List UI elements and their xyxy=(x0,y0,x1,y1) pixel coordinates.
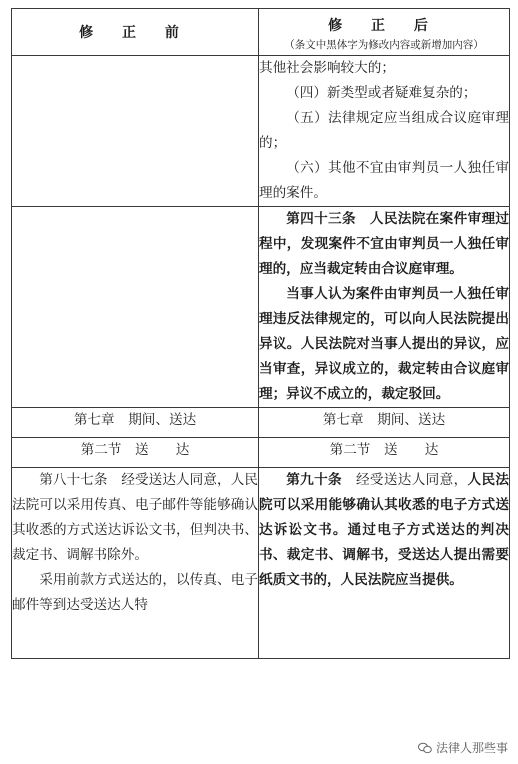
comparison-table xyxy=(11,8,510,659)
header-row xyxy=(12,9,510,56)
cell-after-article-43 xyxy=(259,207,510,408)
section-after: 第二节 送 达 xyxy=(259,438,510,468)
article-90-para-1 xyxy=(259,468,509,593)
wechat-icon xyxy=(418,742,432,754)
article-number: 第九十条 xyxy=(286,472,342,488)
table-row xyxy=(12,207,510,408)
article-text: 人民法院在案件审理过程中，发现案件不宜由审判员一人独任审理的，应当裁定转由合议庭审理。 xyxy=(259,211,510,277)
cell-after-article-90 xyxy=(259,468,510,659)
section-before: 第二节 送 达 xyxy=(12,438,259,468)
cell-before-article-87 xyxy=(12,468,259,659)
header-after-title: 修 正 后 xyxy=(328,17,440,34)
article-43-para-2: 当事人认为案件由审判员一人独任审理违反法律规定的，可以向人民法院提出异议。人民法院对当事人提出的异议，应当审查，异议成立的，裁定转由合议庭审理；异议不成立的，裁定驳回。 xyxy=(259,286,509,402)
chapter-row xyxy=(12,408,510,438)
cell-before-empty xyxy=(12,56,259,207)
cell-after-items xyxy=(259,56,510,207)
list-item: 其他社会影响较大的； xyxy=(259,60,395,76)
article-87-para-2: 采用前款方式送达的，以传真、电子邮件等到达受送达人特 xyxy=(12,572,258,613)
article-87-para-1: 第八十七条 经受送达人同意，人民法院可以采用传真、电子邮件等能够确认其收悉的方式送达诉讼文书，但判决书、裁定书、调解书除外。 xyxy=(12,472,258,563)
article-number: 第四十三条 xyxy=(286,211,356,227)
list-item: （六）其他不宜由审判员一人独任审理的案件。 xyxy=(259,160,509,201)
watermark-text: 法律人那些事 xyxy=(435,741,508,755)
cell-before-empty xyxy=(12,207,259,408)
header-after-note: （条文中黑体字为修改内容或新增加内容） xyxy=(284,38,484,51)
list-item: （四）新类型或者疑难复杂的； xyxy=(286,85,477,101)
list-item: （五）法律规定应当组成合议庭审理的； xyxy=(259,110,509,151)
article-text-bold: 人民法院可以采用能够确认其收悉的电子方式送达诉讼文书。通过电子方式送达的判决书、裁定书、调解书，受送达人提出需要纸质文书的，人民法院应当提供。 xyxy=(259,472,510,588)
section-row xyxy=(12,438,510,468)
watermark xyxy=(418,739,508,756)
chapter-before: 第七章 期间、送达 xyxy=(12,408,259,438)
chapter-after: 第七章 期间、送达 xyxy=(259,408,510,438)
table-row xyxy=(12,468,510,659)
table-row xyxy=(12,56,510,207)
article-text: 经受送达人同意， xyxy=(355,472,468,488)
header-after xyxy=(259,9,510,56)
header-before: 修 正 前 xyxy=(12,9,259,56)
article-43-para-1 xyxy=(259,207,509,282)
